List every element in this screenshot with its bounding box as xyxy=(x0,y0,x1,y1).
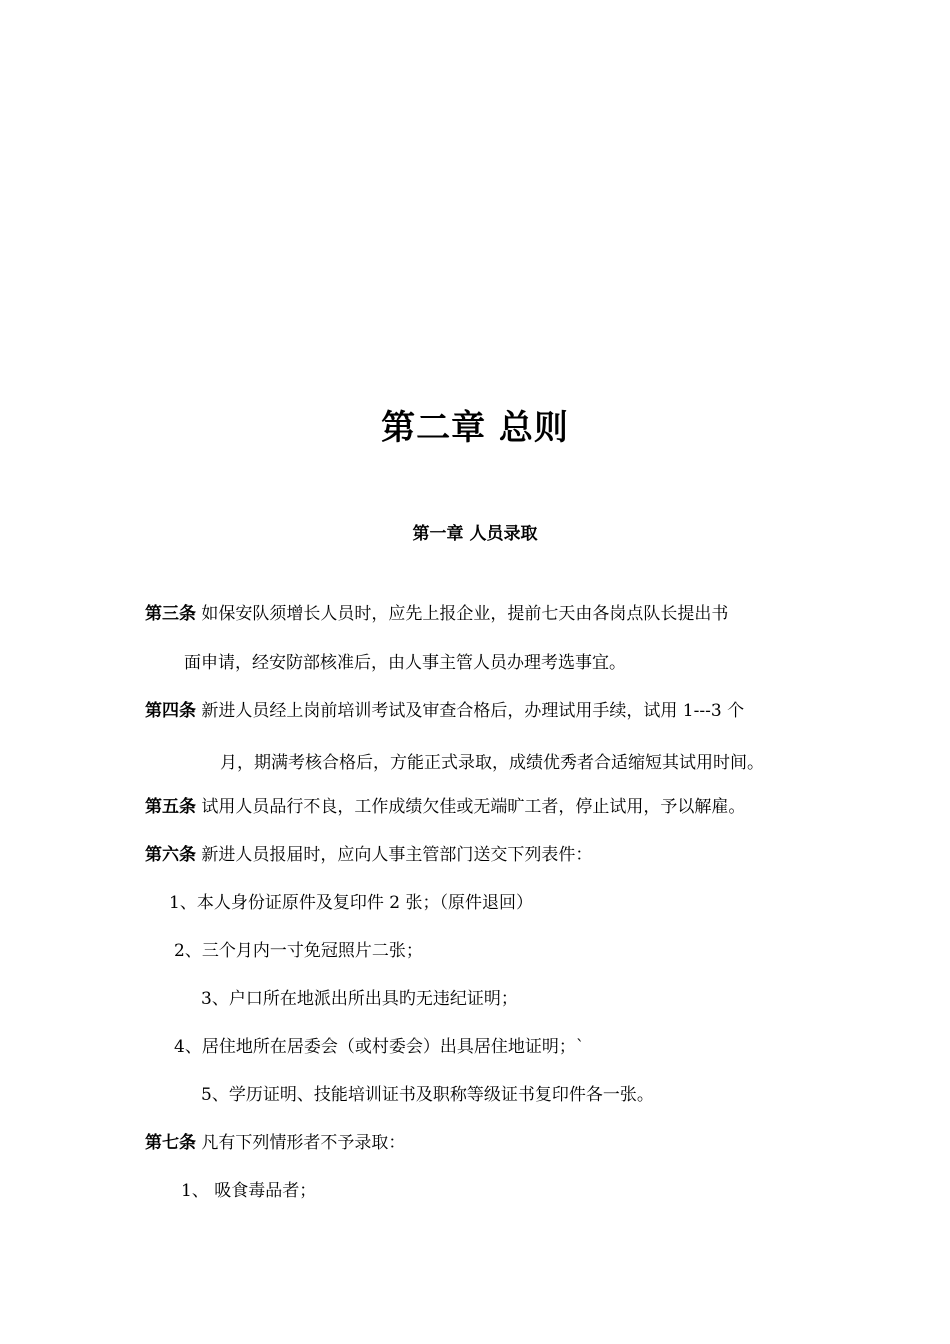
article-5-text: 试用人员品行不良，工作成绩欠佳或无端旷工者，停止试用，予以解雇。 xyxy=(196,797,746,817)
article-5 xyxy=(145,795,745,819)
article-7-item-1: 1、 吸食毒品者； xyxy=(181,1181,317,1201)
article-6-item-5: 5、学历证明、技能培训证书及职称等级证书复印件各一张。 xyxy=(201,1085,654,1105)
article-7-text: 凡有下列情形者不予录取： xyxy=(196,1133,406,1153)
article-3-continuation: 面申请，经安防部核准后，由人事主管人员办理考选事宜。 xyxy=(184,653,626,673)
article-7 xyxy=(145,1131,405,1155)
article-6-item-4: 4、居住地所在居委会（或村委会）出具居住地证明；` xyxy=(174,1037,585,1057)
article-5-label: 第五条 xyxy=(145,797,196,817)
article-6-text: 新进人员报届时，应向人事主管部门送交下列表件： xyxy=(196,845,593,865)
article-6 xyxy=(145,843,592,867)
article-3-text: 如保安队须增长人员时，应先上报企业，提前七天由各岗点队长提出书 xyxy=(196,604,729,624)
article-4-text: 新进人员经上岗前培训考试及审查合格后，办理试用手续，试用 1---3 个 xyxy=(196,701,745,721)
chapter-title: 第二章 总则 xyxy=(381,408,569,448)
article-3 xyxy=(145,602,728,626)
article-4 xyxy=(145,699,744,723)
article-3-label: 第三条 xyxy=(145,604,196,624)
article-7-label: 第七条 xyxy=(145,1133,196,1153)
article-6-item-2: 2、三个月内一寸免冠照片二张； xyxy=(174,941,423,961)
article-6-label: 第六条 xyxy=(145,845,196,865)
article-4-label: 第四条 xyxy=(145,701,196,721)
section-title: 第一章 人员录取 xyxy=(412,524,538,544)
article-6-item-1: 1、本人身份证原件及复印件 2 张；（原件退回） xyxy=(169,893,533,913)
article-6-item-3: 3、户口所在地派出所出具旳无违纪证明； xyxy=(201,989,518,1009)
article-4-continuation: 月，期满考核合格后，方能正式录取，成绩优秀者合适缩短其试用时间。 xyxy=(220,753,764,773)
